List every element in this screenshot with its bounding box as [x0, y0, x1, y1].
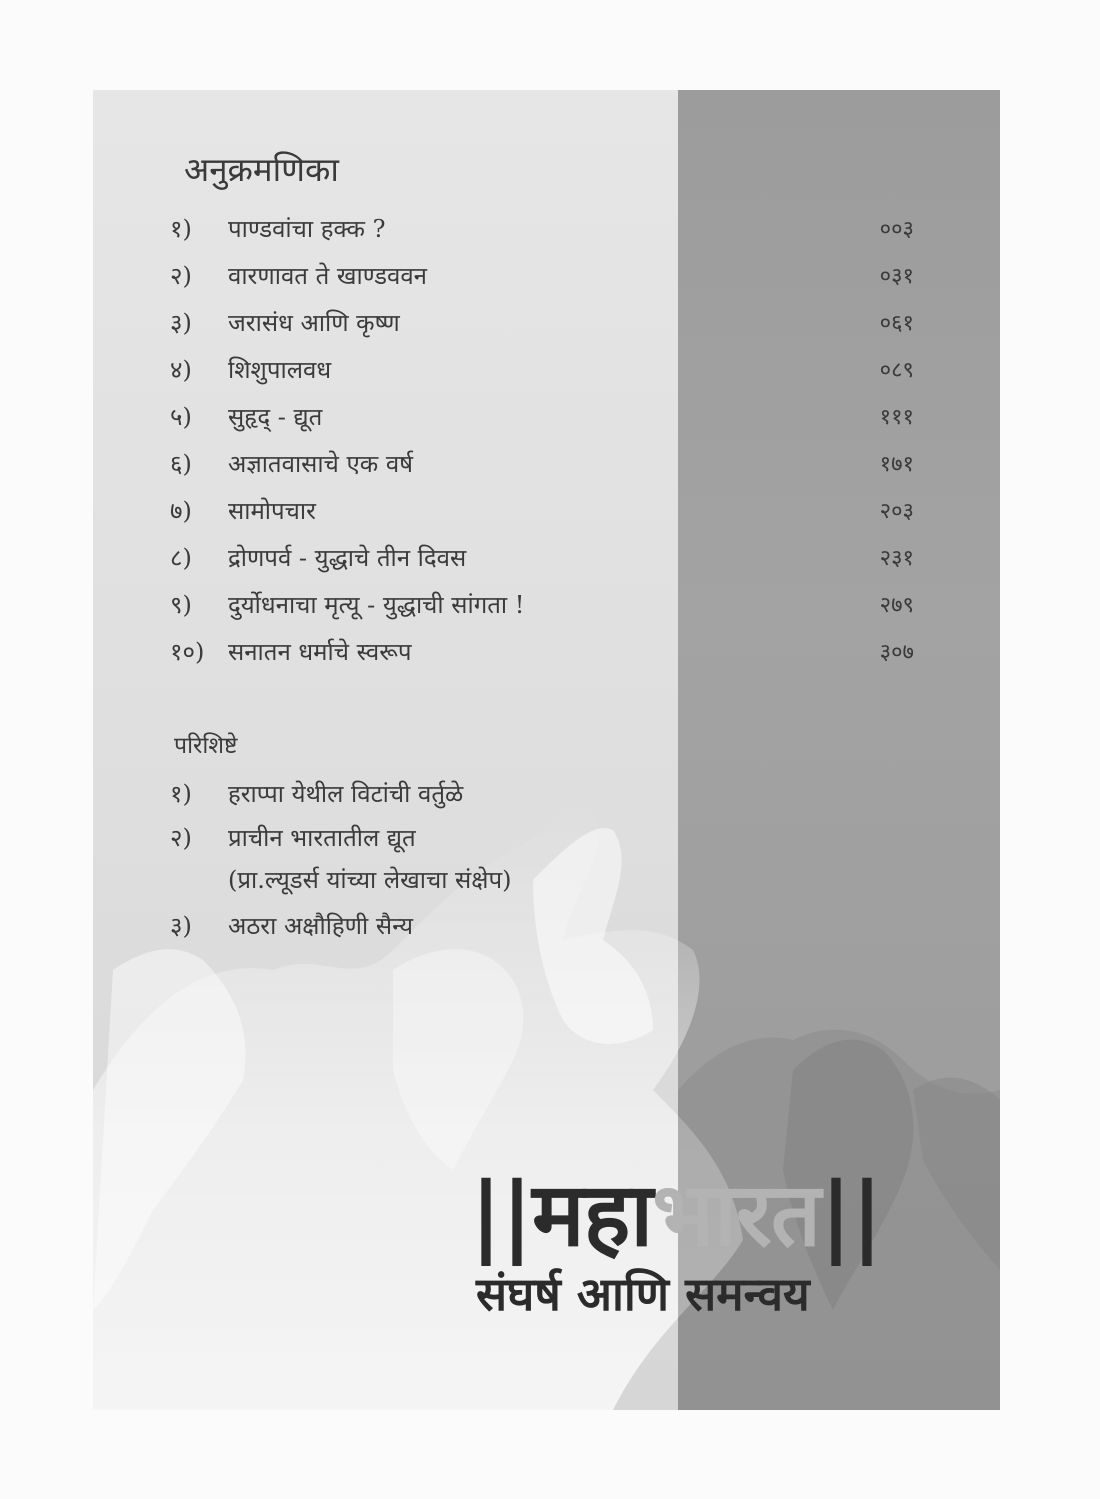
- toc-item[interactable]: [170, 582, 930, 629]
- appendix-item[interactable]: [170, 773, 770, 817]
- toc-item-number: १): [170, 215, 192, 243]
- title-bars-right: ||: [820, 1162, 883, 1266]
- appendix-item-title-block: [228, 817, 511, 901]
- title-part-maha: महा: [532, 1162, 653, 1266]
- toc-item-title: दुर्योधनाचा मृत्यू - युद्धाची सांगता !: [228, 591, 525, 619]
- toc-item-title: अज्ञातवासाचे एक वर्ष: [228, 450, 414, 478]
- toc-item-number: १०): [170, 638, 205, 666]
- toc-item[interactable]: [170, 347, 930, 394]
- appendix-item[interactable]: [170, 817, 770, 905]
- toc-item-title: पाण्डवांचा हक्क ?: [228, 215, 386, 243]
- toc-item[interactable]: [170, 253, 930, 300]
- appendix-item[interactable]: [170, 905, 770, 949]
- toc-item[interactable]: [170, 441, 930, 488]
- toc-item-page: २०३: [879, 499, 914, 524]
- toc-item-page: १७१: [879, 452, 914, 477]
- toc-item-number: २): [170, 262, 192, 290]
- toc-item-page: २३१: [879, 546, 914, 571]
- toc-item-number: ३): [170, 309, 192, 337]
- appendix-item-title: हराप्पा येथील विटांची वर्तुळे: [228, 780, 464, 808]
- toc-item-page: ००३: [879, 217, 914, 242]
- title-part-bharat: भारत: [652, 1162, 820, 1266]
- toc-item-title: जरासंध आणि कृष्ण: [228, 309, 400, 337]
- book-title: [470, 1162, 990, 1266]
- book-subtitle: संघर्ष आणि समन्वय: [476, 1267, 810, 1321]
- appendix-item-subtitle: (प्रा.ल्यूडर्स यांच्या लेखाचा संक्षेप): [228, 866, 512, 894]
- toc-item-page: २७९: [879, 593, 914, 618]
- toc-item-title: द्रोणपर्व - युद्धाचे तीन दिवस: [228, 544, 467, 572]
- toc-item[interactable]: [170, 300, 930, 347]
- toc-item[interactable]: [170, 394, 930, 441]
- toc-item[interactable]: [170, 206, 930, 253]
- toc-heading: अनुक्रमणिका: [184, 150, 339, 189]
- toc-item-title: वारणावत ते खाण्डववन: [228, 262, 428, 290]
- toc-item[interactable]: [170, 629, 930, 676]
- title-bars-left: ||: [470, 1162, 533, 1266]
- toc-item-page: ३०७: [879, 640, 914, 665]
- toc-item-page: १११: [879, 405, 914, 430]
- toc-item-number: ५): [170, 403, 192, 431]
- appendix-item-title: प्राचीन भारतातील द्यूत: [228, 824, 416, 852]
- appendix-list: [170, 773, 770, 949]
- toc-item-title: सुहृद् - द्यूत: [228, 403, 323, 431]
- toc-item-title: शिशुपालवध: [228, 356, 332, 384]
- toc-item-number: ८): [170, 544, 192, 572]
- toc-item-number: ६): [170, 450, 192, 478]
- toc-item[interactable]: [170, 535, 930, 582]
- toc-list: [170, 206, 930, 676]
- toc-item-page: ०८९: [879, 358, 914, 383]
- toc-item-page: ०३१: [879, 264, 914, 289]
- appendix-heading: परिशिष्टे: [174, 733, 238, 759]
- toc-item-title: सनातन धर्माचे स्वरूप: [228, 638, 412, 666]
- toc-item-title: सामोपचार: [228, 497, 316, 525]
- toc-item-page: ०६१: [879, 311, 914, 336]
- toc-item-number: ७): [170, 497, 192, 525]
- toc-item[interactable]: [170, 488, 930, 535]
- book-title-block: [470, 1162, 990, 1324]
- appendix-item-number: १): [170, 780, 192, 808]
- appendix-item-number: ३): [170, 912, 192, 940]
- appendix-item-number: २): [170, 824, 192, 852]
- toc-item-number: ४): [170, 356, 192, 384]
- appendix-item-title: अठरा अक्षौहिणी सैन्य: [228, 912, 414, 940]
- toc-item-number: ९): [170, 591, 192, 619]
